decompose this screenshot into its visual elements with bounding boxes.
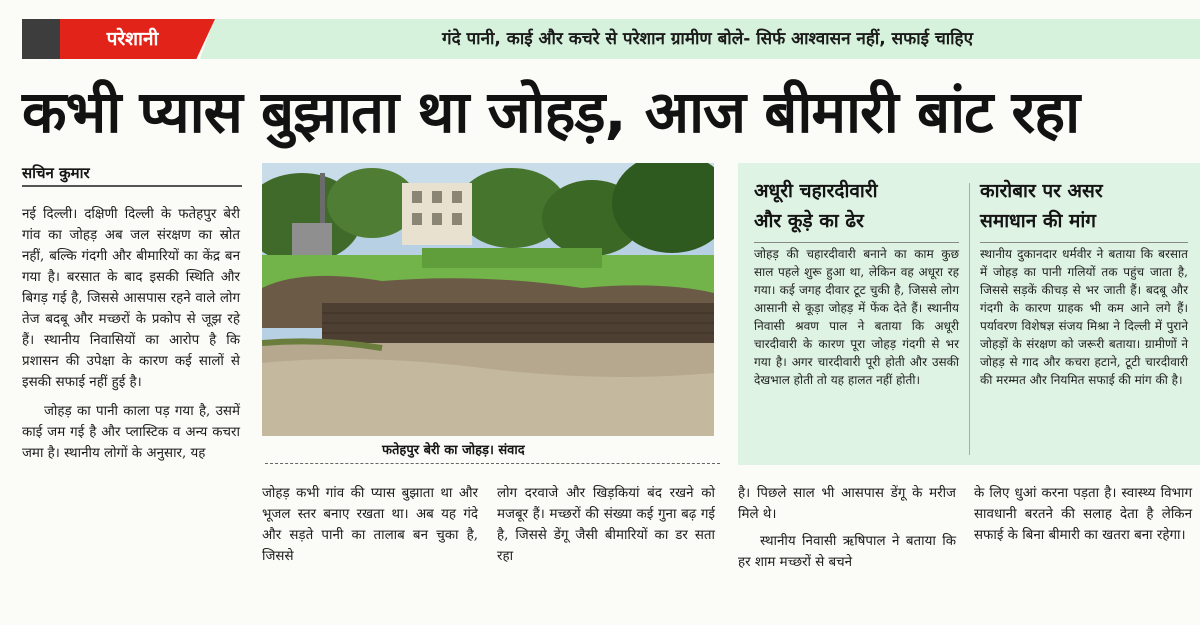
article-paragraph: स्थानीय निवासी ऋषिपाल ने बताया कि हर शाम मच्छरों से बचने xyxy=(738,534,956,570)
article-paragraph: जोहड़ कभी गांव की प्यास बुझाता था और भूजल स्तर बनाए रखता था। अब यह गंदे और सड़ते पानी का तालाब बन चुका है, जिससे xyxy=(262,486,478,564)
pond-photo-illustration xyxy=(262,163,714,436)
article-column-1 xyxy=(22,204,240,464)
article-paragraph: नई दिल्ली। दक्षिणी दिल्ली के फतेहपुर बेरी गांव का जोहड़ अब जल संरक्षण का स्रोत नहीं, बल्कि गंदगी और बीमारियों का केंद्र बन गया है। बरसात के बाद इसकी स्थिति और बिगड़ गई है, जिससे आसपास रहने वाले लोग तेज बदबू और मच्छरों के प्रकोप से जूझ रहे हैं। स्थानीय निवासियों का आरोप है कि प्रशासन की उपेक्षा के कारण कई सालों से इसकी सफाई नहीं हुई है। xyxy=(22,207,240,390)
dashed-divider xyxy=(265,463,720,464)
article-paragraph: के लिए धुआं करना पड़ता है। स्वास्थ्य विभाग सावधानी बरतने की सलाह देता है लेकिन सफाई के बिना बीमारी का खतरा बना रहेगा। xyxy=(974,486,1192,543)
article-paragraph: लोग दरवाजे और खिड़कियां बंद रखने को मजबूर हैं। मच्छरों की संख्या कई गुना बढ़ गई है, जिससे डेंगू जैसी बीमारियों का डर सता रहा xyxy=(497,486,715,564)
article-column-2 xyxy=(262,483,478,567)
byline-rule xyxy=(22,185,242,187)
news-photo xyxy=(262,163,714,436)
subheadline: गंदे पानी, काई और कचरे से परेशान ग्रामीण बोले- सिर्फ आश्वासन नहीं, सफाई चाहिए xyxy=(442,29,973,49)
sidebar-right-heading-2: समाधान की मांग xyxy=(980,210,1097,232)
article-column-5 xyxy=(974,483,1192,546)
sidebar-left-heading-2: और कूड़े का ढेर xyxy=(754,210,864,232)
sidebar-right-heading-1: कारोबार पर असर xyxy=(980,180,1103,202)
article-paragraph: है। पिछले साल भी आसपास डेंगू के मरीज मिले थे। xyxy=(738,486,956,522)
sidebar-left-heading-1: अधूरी चहारदीवारी xyxy=(754,180,878,202)
sidebar-section-left xyxy=(754,176,959,389)
article-paragraph: जोहड़ का पानी काला पड़ गया है, उसमें काई जम गई है और प्लास्टिक व अन्य कचरा जमा है। स्थानीय लोगों के अनुसार, यह xyxy=(22,404,240,461)
sidebar-section-right xyxy=(980,176,1188,389)
article-column-3 xyxy=(497,483,715,567)
byline: सचिन कुमार xyxy=(22,164,90,182)
kicker-label: परेशानी xyxy=(106,28,159,50)
sidebar-right-text: स्थानीय दुकानदार धर्मवीर ने बताया कि बरसात में जोहड़ का पानी गलियों तक पहुंच जाता है, जिससे सड़कें कीचड़ से भर जाती हैं। बदबू और गंदगी के कारण ग्राहक भी कम आने लगे हैं। पर्यावरण विशेषज्ञ संजय मिश्रा ने दिल्ली में पुराने जोहड़ों के संरक्षण को जरूरी बताया। ग्रामीणों ने जोहड़ से गाद और कचरा हटाने, टूटी चारदीवारी की मरम्मत और नियमित सफाई की मांग की है। xyxy=(980,247,1188,387)
sidebar-right-rule xyxy=(980,242,1188,243)
sidebar-divider xyxy=(969,183,970,455)
article-column-4 xyxy=(738,483,956,573)
sidebar-left-text: जोहड़ की चहारदीवारी बनाने का काम कुछ साल पहले शुरू हुआ था, लेकिन वह अधूरा रह गया। कई जगह दीवार टूट चुकी है, जिससे लोग आसानी से कूड़ा जोहड़ में फेंक देते हैं। स्थानीय निवासी श्रवण पाल ने बताया कि अधूरी चारदीवारी के कारण पूरा जोहड़ गंदगी से भर गया है। अगर चारदीवारी पूरी होती और उसकी देखभाल होती तो यह हालत नहीं होती। xyxy=(754,247,959,387)
photo-caption: फतेहपुर बेरी का जोहड़। संवाद xyxy=(382,443,525,458)
headline: कभी प्यास बुझाता था जोहड़, आज बीमारी बांट रहा xyxy=(22,78,1080,146)
sidebar-left-rule xyxy=(754,242,959,243)
